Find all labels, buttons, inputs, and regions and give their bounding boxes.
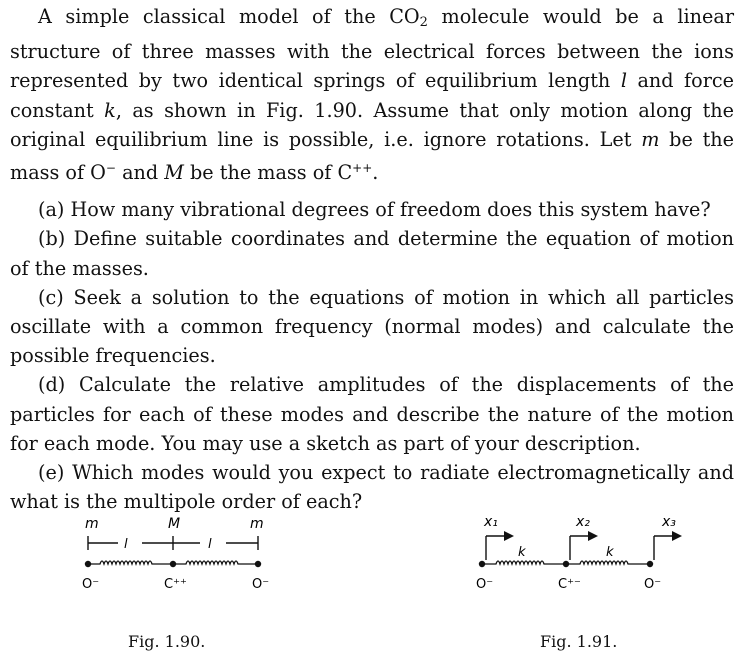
fig-1-90-diagram xyxy=(60,508,320,618)
particle-3-dot xyxy=(647,561,653,567)
mass-left-dot xyxy=(85,561,91,567)
figure-1-90 xyxy=(60,508,320,618)
problem-intro: A simple classical model of the $CO_2$ molecule would be a linear structure of three masses with the electrical forces between the ions represented by two identical springs of equilibrium length l and force constant k, as shown in Fig. 1.90. Assume that only motion along the original equilibrium line is possible, i.e. ignore rotations. Let m be the mass of O− and M be the mass of C++. xyxy=(10,5,735,185)
ion-center-label-1-91: C⁺⁻ xyxy=(558,577,581,592)
mass-right-dot xyxy=(255,561,261,567)
length-markers xyxy=(88,536,258,550)
mass-center-dot xyxy=(170,561,176,567)
label-k-right: k xyxy=(606,545,614,560)
label-M-center: M xyxy=(168,516,181,532)
spring-left-1-91 xyxy=(482,561,566,564)
part-b: (b) Define suitable coordinates and determine the equation of motion of the masses. xyxy=(10,227,734,280)
label-l-left: l xyxy=(124,537,128,552)
part-c: (c) Seek a solution to the equations of motion in which all particles oscillate with a common frequency (normal modes) and calculate the possible frequencies. xyxy=(10,285,734,368)
ion-left-label: O⁻ xyxy=(82,577,100,592)
spring-right xyxy=(173,561,258,564)
ion-right-label: O⁻ xyxy=(252,577,270,592)
displacement-markers xyxy=(486,536,674,560)
spring-right-1-91 xyxy=(566,561,650,564)
label-x1: x₁ xyxy=(484,514,498,530)
part-e: (e) Which modes would you expect to radiate electromagnetically and what is the multipole order of each? xyxy=(10,461,734,514)
figure-1-91 xyxy=(460,508,700,618)
particle-2-dot xyxy=(563,561,569,567)
part-d: (d) Calculate the relative amplitudes of the displacements of the particles for each of these modes and describe the nature of the motion for each mode. You may use a sketch as part of your description. xyxy=(10,373,734,455)
problem-text xyxy=(10,2,734,516)
ion-right-label-1-91: O⁻ xyxy=(644,577,662,592)
particle-1-dot xyxy=(479,561,485,567)
fig-1-91-diagram xyxy=(460,508,700,618)
label-k-left: k xyxy=(518,545,526,560)
label-x3: x₃ xyxy=(662,514,676,530)
part-a: (a) How many vibrational degrees of freedom does this system have? xyxy=(38,198,711,222)
fig-1-91-caption: Fig. 1.91. xyxy=(540,632,618,651)
ion-left-label-1-91: O⁻ xyxy=(476,577,494,592)
label-l-right: l xyxy=(208,537,212,552)
label-x2: x₂ xyxy=(576,514,590,530)
ion-center-label: C⁺⁺ xyxy=(164,577,187,592)
label-m-left: m xyxy=(85,516,99,532)
fig-1-90-caption: Fig. 1.90. xyxy=(128,632,206,651)
spring-left xyxy=(88,561,173,564)
label-m-right: m xyxy=(250,516,264,532)
